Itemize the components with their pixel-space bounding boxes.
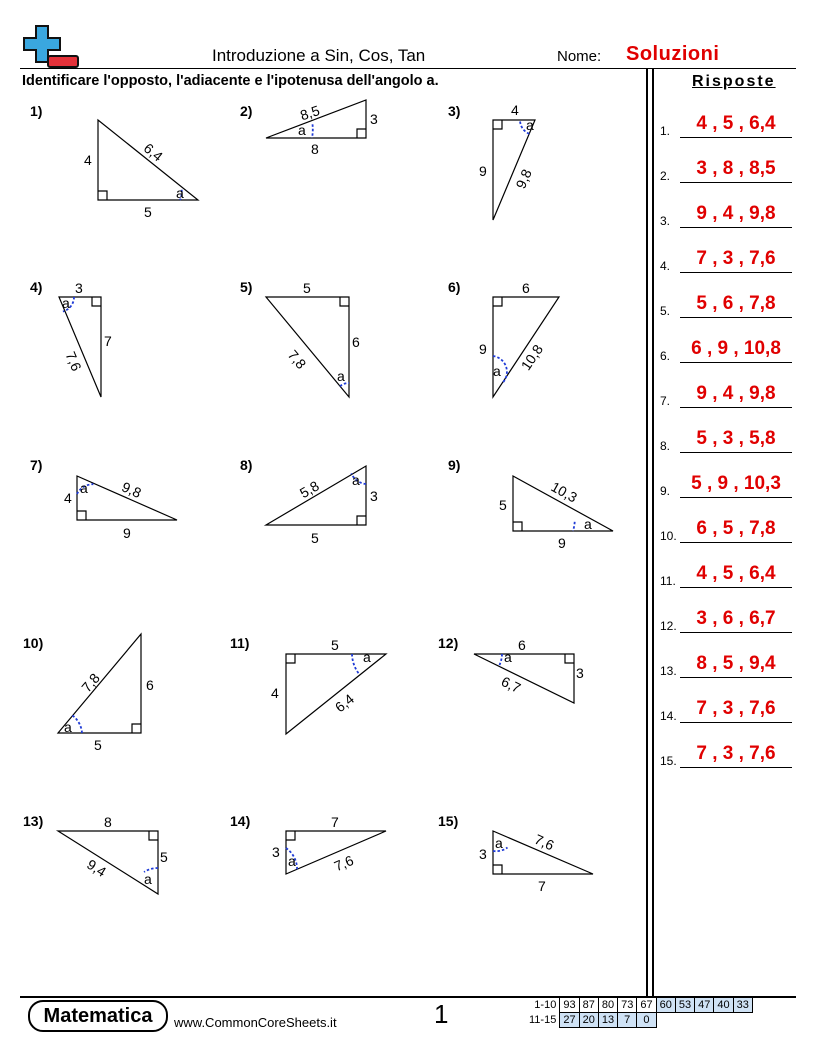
answer-line xyxy=(680,452,792,453)
answer-value: 7 , 3 , 7,6 xyxy=(696,743,776,764)
score-cell: 60 xyxy=(656,998,675,1013)
side-label: 4 xyxy=(64,490,72,506)
side-label: 6,4 xyxy=(140,139,166,165)
answer-line xyxy=(680,227,792,228)
problem-number: 11) xyxy=(230,635,250,651)
answer-line xyxy=(680,317,792,318)
angle-label: a xyxy=(298,122,306,138)
answer-line xyxy=(680,137,792,138)
problem-number: 6) xyxy=(448,279,461,295)
answer-number: 10. xyxy=(660,529,677,543)
answer-line xyxy=(680,587,792,588)
side-label: 5,8 xyxy=(296,477,322,502)
answer-value: 7 , 3 , 7,6 xyxy=(696,698,776,719)
answer-number: 1. xyxy=(660,124,671,138)
score-row-label: 11-15 xyxy=(529,1014,557,1026)
right-angle-mark xyxy=(98,191,107,200)
triangle-12 xyxy=(474,654,574,703)
score-cell: 73 xyxy=(618,998,637,1013)
side-label: 10,3 xyxy=(548,478,580,506)
right-angle-mark xyxy=(493,297,502,306)
side-label: 7 xyxy=(331,814,339,830)
answer-value: 5 , 9 , 10,3 xyxy=(691,473,781,494)
problem-number: 15) xyxy=(438,813,459,829)
answer-value: 4 , 5 , 6,4 xyxy=(696,563,776,584)
side-label: 6 xyxy=(518,637,526,653)
answer-line xyxy=(680,677,792,678)
side-label: 5 xyxy=(311,530,319,546)
answer-number: 4. xyxy=(660,259,671,273)
answer-number: 9. xyxy=(660,484,671,498)
right-angle-mark xyxy=(493,865,502,874)
right-angle-mark xyxy=(565,654,574,663)
answer-number: 12. xyxy=(660,619,677,633)
answer-line xyxy=(680,272,792,273)
triangle-8 xyxy=(266,466,366,525)
name-value: Soluzioni xyxy=(626,43,720,65)
answer-column-divider xyxy=(646,68,648,996)
answer-line xyxy=(680,362,792,363)
score-row-label: 1-10 xyxy=(534,999,557,1011)
side-label: 5 xyxy=(499,497,507,513)
side-label: 3 xyxy=(75,280,83,296)
answer-value: 7 , 3 , 7,6 xyxy=(696,248,776,269)
side-label: 6 xyxy=(146,677,154,693)
angle-arc xyxy=(352,654,359,674)
answer-number: 11. xyxy=(660,574,676,588)
side-label: 8,5 xyxy=(298,102,322,124)
score-row xyxy=(526,998,752,1013)
score-cell: 87 xyxy=(579,998,598,1013)
problem-number: 8) xyxy=(240,457,253,473)
answer-number: 7. xyxy=(660,394,671,408)
side-label: 9 xyxy=(479,341,487,357)
side-label: 5 xyxy=(331,637,339,653)
side-label: 7 xyxy=(104,333,112,349)
answer-number: 8. xyxy=(660,439,671,453)
answer-number: 2. xyxy=(660,169,671,183)
side-label: 6 xyxy=(352,334,360,350)
side-label: 5 xyxy=(160,849,168,865)
angle-label: a xyxy=(504,649,512,665)
answer-value: 6 , 5 , 7,8 xyxy=(696,518,776,539)
score-cell: 80 xyxy=(598,998,617,1013)
angle-label: a xyxy=(62,295,70,311)
side-label: 9,8 xyxy=(512,166,535,191)
answer-number: 6. xyxy=(660,349,671,363)
side-label: 4 xyxy=(511,102,519,118)
site-url: www.CommonCoreSheets.it xyxy=(174,1015,337,1030)
side-label: 9 xyxy=(123,525,131,541)
answer-line xyxy=(680,407,792,408)
score-cell: 40 xyxy=(714,998,733,1013)
angle-label: a xyxy=(64,719,72,735)
side-label: 5 xyxy=(144,204,152,220)
side-label: 9,8 xyxy=(119,478,144,501)
triangle-11 xyxy=(286,654,386,734)
problem-number: 7) xyxy=(30,457,43,473)
problem-number: 5) xyxy=(240,279,253,295)
side-label: 3 xyxy=(370,111,378,127)
side-label: 4 xyxy=(84,152,92,168)
answers-heading: Risposte xyxy=(692,73,776,90)
right-angle-mark xyxy=(132,724,141,733)
right-angle-mark xyxy=(357,516,366,525)
angle-label: a xyxy=(144,871,152,887)
right-angle-mark xyxy=(149,831,158,840)
angle-arc xyxy=(500,654,503,665)
side-label: 5 xyxy=(303,280,311,296)
answer-value: 4 , 5 , 6,4 xyxy=(696,113,776,134)
right-angle-mark xyxy=(493,120,502,129)
score-cell: 13 xyxy=(598,1013,617,1028)
score-cell: 53 xyxy=(675,998,694,1013)
angle-arc xyxy=(71,715,82,733)
right-angle-mark xyxy=(77,511,86,520)
right-angle-mark xyxy=(92,297,101,306)
angle-label: a xyxy=(526,117,534,133)
answer-value: 5 , 3 , 5,8 xyxy=(696,428,776,449)
answer-line xyxy=(680,767,792,768)
answer-line xyxy=(680,497,792,498)
side-label: 9 xyxy=(479,163,487,179)
name-label: Nome: xyxy=(557,48,602,65)
side-label: 3 xyxy=(272,844,280,860)
answer-line xyxy=(680,542,792,543)
score-cell: 0 xyxy=(637,1013,656,1028)
triangle-4 xyxy=(59,297,101,397)
side-label: 7,6 xyxy=(331,851,356,875)
triangle-3 xyxy=(493,120,535,220)
angle-label: a xyxy=(352,472,360,488)
answer-line xyxy=(680,632,792,633)
answer-number: 14. xyxy=(660,709,677,723)
problem-number: 2) xyxy=(240,103,253,119)
triangle-6 xyxy=(493,297,559,397)
answer-number: 15. xyxy=(660,754,677,768)
angle-label: a xyxy=(363,649,371,665)
score-cell: 93 xyxy=(560,998,579,1013)
side-label: 6,4 xyxy=(331,690,358,716)
problem-number: 9) xyxy=(448,457,461,473)
answer-line xyxy=(680,182,792,183)
answer-value: 9 , 4 , 9,8 xyxy=(696,383,776,404)
side-label: 8 xyxy=(311,141,319,157)
angle-arc xyxy=(312,124,313,138)
angle-label: a xyxy=(288,853,296,869)
angle-label: a xyxy=(584,516,592,532)
problem-number: 3) xyxy=(448,103,461,119)
angle-label: a xyxy=(495,835,503,851)
answer-column-divider xyxy=(652,68,654,996)
side-label: 5 xyxy=(94,737,102,753)
right-angle-mark xyxy=(357,129,366,138)
side-label: 3 xyxy=(576,665,584,681)
problem-number: 12) xyxy=(438,635,459,651)
side-label: 6,7 xyxy=(498,673,524,697)
angle-arc xyxy=(573,522,575,531)
triangle-13 xyxy=(58,831,158,894)
answer-value: 3 , 6 , 6,7 xyxy=(696,608,776,629)
side-label: 9 xyxy=(558,535,566,551)
score-cell: 33 xyxy=(733,998,752,1013)
problem-number: 4) xyxy=(30,279,43,295)
side-label: 7,8 xyxy=(284,346,310,372)
problem-number: 1) xyxy=(30,103,43,119)
side-label: 3 xyxy=(479,846,487,862)
score-cell: 27 xyxy=(560,1013,579,1028)
side-label: 7,8 xyxy=(78,670,103,696)
side-label: 9,4 xyxy=(84,856,110,880)
answer-number: 13. xyxy=(660,664,677,678)
score-row xyxy=(526,1013,752,1028)
side-label: 4 xyxy=(271,685,279,701)
answer-number: 3. xyxy=(660,214,671,228)
answer-value: 5 , 6 , 7,8 xyxy=(696,293,776,314)
problem-number: 13) xyxy=(23,813,44,829)
side-label: 10,8 xyxy=(517,341,547,374)
score-cell: 47 xyxy=(695,998,714,1013)
problem-number: 14) xyxy=(230,813,251,829)
side-label: 3 xyxy=(370,488,378,504)
side-label: 7 xyxy=(538,878,546,894)
angle-label: a xyxy=(493,363,501,379)
answer-value: 3 , 8 , 8,5 xyxy=(696,158,776,179)
answer-number: 5. xyxy=(660,304,671,318)
right-angle-mark xyxy=(286,654,295,663)
side-label: 7,6 xyxy=(62,349,85,374)
brand-badge: Matematica xyxy=(28,1000,168,1032)
angle-label: a xyxy=(176,185,184,201)
score-cell: 67 xyxy=(637,998,656,1013)
answer-line xyxy=(680,722,792,723)
page-number: 1 xyxy=(434,999,449,1029)
instructions: Identificare l'opposto, l'adiacente e l'ipotenusa dell'angolo a. xyxy=(22,73,439,89)
side-label: 8 xyxy=(104,814,112,830)
right-angle-mark xyxy=(286,831,295,840)
score-table xyxy=(526,997,753,1028)
answer-value: 6 , 9 , 10,8 xyxy=(691,338,781,359)
problem-number: 10) xyxy=(23,635,44,651)
right-angle-mark xyxy=(513,522,522,531)
side-label: 6 xyxy=(522,280,530,296)
score-cell: 7 xyxy=(618,1013,637,1028)
angle-label: a xyxy=(80,480,88,496)
right-angle-mark xyxy=(340,297,349,306)
answer-value: 8 , 5 , 9,4 xyxy=(696,653,776,674)
angle-label: a xyxy=(337,368,345,384)
answer-value: 9 , 4 , 9,8 xyxy=(696,203,776,224)
page-title: Introduzione a Sin, Cos, Tan xyxy=(212,46,426,65)
side-label: 7,6 xyxy=(532,830,557,854)
score-cell: 20 xyxy=(579,1013,598,1028)
